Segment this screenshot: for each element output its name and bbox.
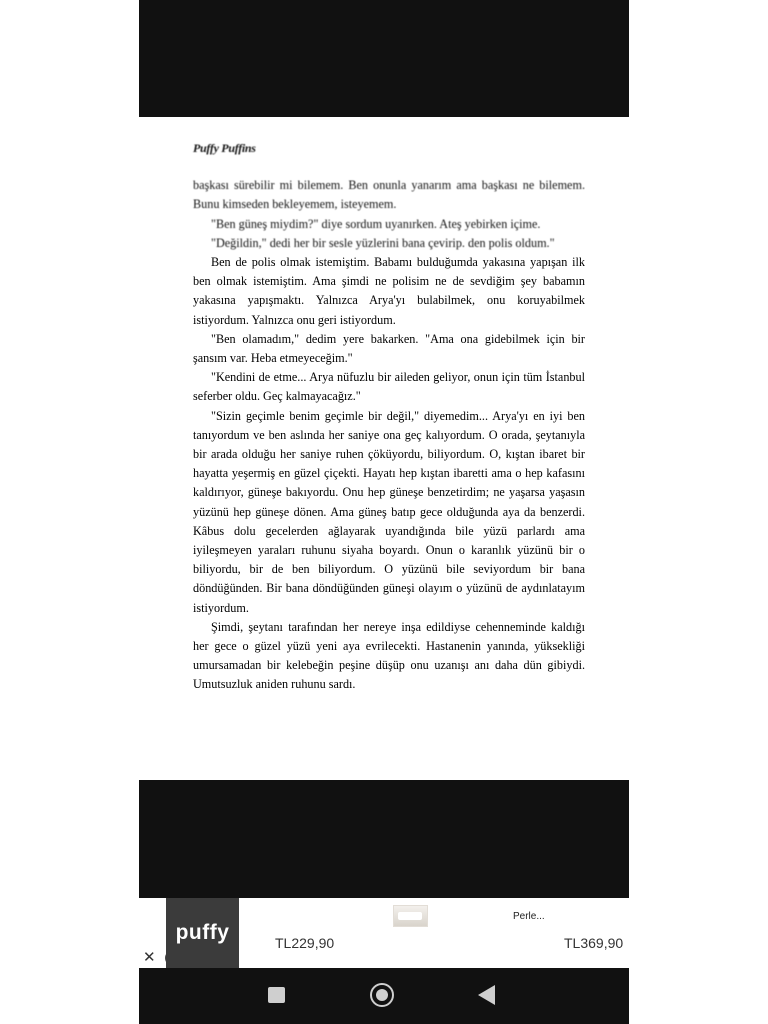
paragraph: "Değildin," dedi her bir sesle yüzlerini bana çevirip. den polis oldum." (211, 235, 555, 250)
paragraph: "Ben güneş miydim?" diye sordum uyanırken. Ateş yebirken içime. (211, 216, 541, 231)
paragraph: "Kendini de etme... Arya nüfuzlu bir aileden geliyor, onun için tüm İstanbul seferber oldu. Geç kalmayacağız." (193, 370, 585, 404)
back-triangle-icon[interactable] (478, 985, 495, 1005)
close-icon[interactable]: ✕ (143, 949, 156, 966)
ad-price-left[interactable]: TL229,90 (275, 935, 335, 951)
recents-square-icon[interactable] (268, 987, 285, 1003)
android-nav-bar (139, 968, 629, 1024)
ad-logo[interactable]: puffy (166, 898, 239, 968)
paragraph: "Sizin geçimle benim geçimle bir değil," diyemedim... Arya'yı en iyi ben tanıyordum ve ben aslında her saniye ona geç kalıyordum. O orada, şeytanıyla bir arada olduğu her saniye ruhen çöküyordu, biliyordum. O, kıştan ibaret bir hayatta yeşermiş en güzel çiçekti. Hayatı hep kıştan ibaretti ama o hep kafasını kaldırıyor, güneşe bakıyordu. Onu hep güneşe benzetirdim; ne yaşarsa yaşasın yüzünü hep güneşe dönen. Ama güneş batıp gece olduğunda aya da benzerdi. Kâbus dolu gecelerden ağlayarak uyandığında bile yüzü parlardı ama iyileşmeyen yaraları ruhunu siyaha boyardı. Onun o karanlık yüzünü bir o biliyordu, bir de ben biliyordum. O yüzünü bile seviyordum bir bana döndüğünden. Bir bana döndüğünden güneşi olayım o yüzünü de aydınlatayım istiyordum. (193, 408, 585, 615)
phone-screen (139, 0, 629, 1024)
running-header: Puffy Puffins (193, 141, 256, 155)
book-page (139, 117, 629, 780)
paragraph: başkası sürebilir mi bilemem. Ben onunla yanarım ama başkası ne bilemem. Bunu kimseden bekleyemem, isteyemem. (193, 178, 585, 212)
ad-product-title[interactable]: Perle... (513, 911, 545, 922)
ad-banner[interactable] (139, 898, 629, 968)
paragraph: "Ben olamadım," dedim yere bakarken. "Ama ona gidebilmek için bir şansım var. Heba etmeyeceğim." (193, 331, 585, 366)
paragraph: Şimdi, şeytanı tarafından her nereye inşa edildiyse cehenneminde kaldığı her gece o güzel yüzü yeni aya evrilecekti. Hastanenin yanında, yüksekliği umursamadan bir kelebeğin peşine düşüp onu uzanışı anı daha dün gibiydi. Umutsuzluk aniden ruhunu sardı. (193, 619, 585, 692)
book-text (193, 139, 585, 695)
home-circle-icon[interactable] (370, 983, 394, 1007)
ad-product-thumbnail[interactable] (393, 905, 428, 927)
ad-price-right[interactable]: TL369,90 (564, 935, 624, 951)
paragraph: Ben de polis olmak istemiştim. Babamı bulduğumda yakasına yapışan ilk ben olmak istemiştim. Ama şimdi ne polisim ne de sevdiğim şey babamın yakasına yapışmaktı. Yalnızca Arya'yı bulabilmek, onu koruyabilmek istiyordum. Yalnızca onu geri istiyordum. (193, 255, 585, 327)
